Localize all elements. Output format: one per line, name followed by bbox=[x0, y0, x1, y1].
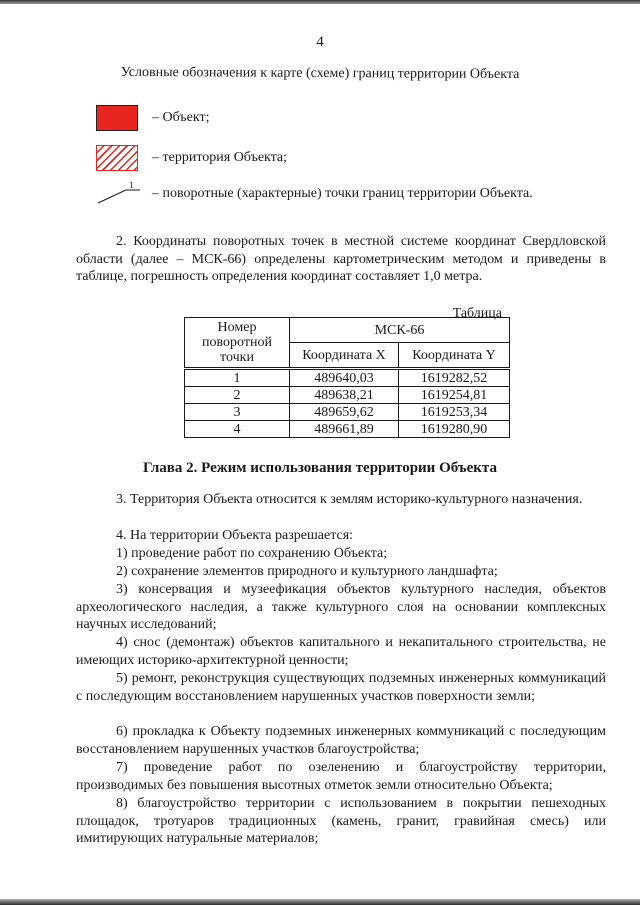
legend-item-object-label: – Объект; bbox=[152, 110, 210, 125]
point-number-cell: 2 bbox=[185, 387, 290, 404]
y-cell: 1619253,34 bbox=[399, 404, 510, 421]
list-item-4: 4) снос (демонтаж) объектов капитального и некапитального строительства, не имеющих историко-архитектурной ценности; bbox=[76, 635, 606, 668]
list-item-7: 7) проведение работ по озеленению и благоустройству территории, производимых без повышения высотных отметок земли относительно Объекта; bbox=[76, 760, 606, 793]
scan-edge-top bbox=[0, 0, 640, 4]
section-2-paragraph bbox=[76, 233, 606, 286]
header-point-number: Номер поворотной точки bbox=[185, 318, 290, 369]
list-item-3: 3) консервация и музеефикация объектов культурного наследия, объектов археологического наследия, а также культурного слоя на основании комплексных научных исследований; bbox=[76, 582, 606, 632]
territory-hatch-icon bbox=[96, 145, 138, 171]
point-number-cell: 3 bbox=[185, 404, 290, 421]
table-caption: Таблица bbox=[452, 306, 502, 321]
legend-item-point-label: – поворотные (характерные) точки границ территории Объекта. bbox=[152, 186, 533, 201]
table-row bbox=[185, 369, 510, 387]
legend-item-territory-label: – территория Объекта; bbox=[152, 150, 288, 165]
header-coordinate-system: МСК-66 bbox=[290, 318, 510, 343]
paragraph-3: 3. Территория Объекта относится к землям историко-культурного назначения. bbox=[116, 492, 583, 507]
list-item-5: 5) ремонт, реконструкция существующих подземных инженерных коммуникаций с последующим восстановлением нарушенных участков поверхности земли; bbox=[76, 671, 606, 704]
legend-item-territory bbox=[96, 145, 287, 171]
page-number: 4 bbox=[316, 34, 324, 50]
legend-title: Условные обозначения к карте (схеме) границ территории Объекта bbox=[120, 64, 520, 83]
table-row bbox=[185, 421, 510, 438]
turning-point-icon bbox=[96, 181, 138, 207]
header-x: Координата X bbox=[290, 343, 399, 369]
list-item-6: 6) прокладка к Объекту подземных инженерных коммуникаций с последующим восстановлением нарушенных участков благоустройства; bbox=[76, 724, 606, 757]
header-y: Координата Y bbox=[399, 343, 510, 369]
x-cell: 489638,21 bbox=[290, 387, 399, 404]
x-cell: 489661,89 bbox=[290, 421, 399, 438]
table-row bbox=[185, 404, 510, 421]
y-cell: 1619254,81 bbox=[399, 387, 510, 404]
table-row bbox=[185, 387, 510, 404]
object-symbol-icon bbox=[96, 105, 138, 131]
legend-item-object bbox=[96, 105, 209, 131]
scan-edge-bottom bbox=[0, 899, 640, 905]
x-cell: 489659,62 bbox=[290, 404, 399, 421]
point-number-cell: 1 bbox=[185, 369, 290, 387]
legend-item-point bbox=[96, 181, 533, 207]
y-cell: 1619280,90 bbox=[399, 421, 510, 438]
coordinates-table bbox=[184, 317, 510, 438]
turning-point-number: 1 bbox=[129, 181, 134, 190]
paragraph-4: 4. На территории Объекта разрешается: bbox=[116, 528, 354, 543]
chapter-title: Глава 2. Режим использования территории Объекта bbox=[143, 460, 497, 476]
y-cell: 1619282,52 bbox=[399, 369, 510, 387]
x-cell: 489640,03 bbox=[290, 369, 399, 387]
point-number-cell: 4 bbox=[185, 421, 290, 438]
list-item-2: 2) сохранение элементов природного и культурного ландшафта; bbox=[116, 564, 498, 579]
section-2-text: 2. Координаты поворотных точек в местной системе координат Свердловской области (далее – МСК-66) определены картометрическим методом и приведены в таблице, погрешность определения координат составляет 1,0 метра. bbox=[76, 234, 606, 284]
list-item-8: 8) благоустройство территории с использованием в покрытии пешеходных площадок, тротуаров традиционных (камень, гранит, гравийная смесь) или имитирующих натуральные материалов; bbox=[76, 796, 606, 846]
list-item-1: 1) проведение работ по сохранению Объекта; bbox=[116, 546, 388, 561]
